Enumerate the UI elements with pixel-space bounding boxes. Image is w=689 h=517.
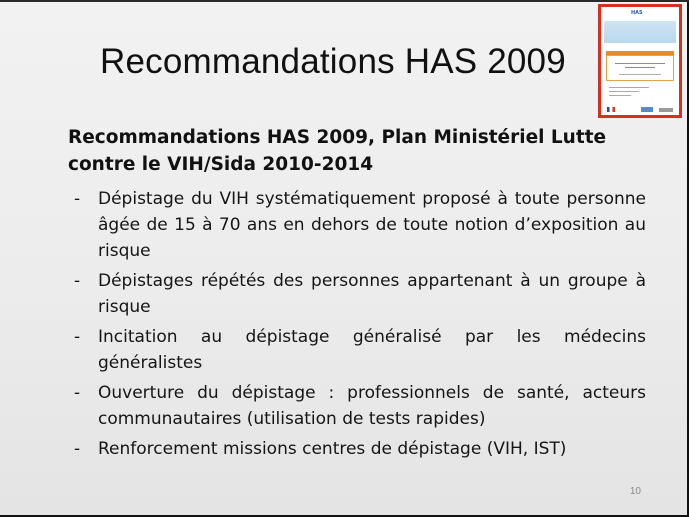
- document-cover-thumbnail-image: [598, 4, 682, 118]
- bullet-item: [72, 324, 646, 376]
- bullet-dash: -: [74, 271, 81, 291]
- bullet-dash: -: [74, 439, 81, 459]
- france-flag-icon: [607, 107, 615, 112]
- partner-logo-icon: [641, 107, 653, 112]
- bullet-text: Dépistages répétés des personnes appartenant à un groupe à risque: [98, 271, 646, 317]
- bullet-dash: -: [74, 189, 81, 209]
- bullet-item: [72, 186, 646, 264]
- subheading-line-1: Recommandations HAS 2009, Plan Ministériel Lutte: [68, 127, 607, 148]
- partner-logo-2-icon: [659, 108, 673, 112]
- cover-title-box: [606, 55, 674, 81]
- slide-top-border: [0, 0, 689, 2]
- slide-title: Recommandations HAS 2009: [100, 42, 566, 81]
- bullet-item: [72, 436, 646, 462]
- slide-subheading: [68, 124, 658, 178]
- bullet-text: Ouverture du dépistage : professionnels de santé, acteurs communautaires (utilisation de tests rapides): [98, 383, 646, 429]
- bullet-item: [72, 268, 646, 320]
- bullet-list: [72, 186, 646, 466]
- cover-header-band: [604, 21, 676, 43]
- page-number: 10: [629, 486, 641, 497]
- subheading-line-2: contre le VIH/Sida 2010-2014: [68, 154, 374, 175]
- bullet-dash: -: [74, 383, 81, 403]
- bullet-dash: -: [74, 327, 81, 347]
- bullet-item: [72, 380, 646, 432]
- bullet-text: Renforcement missions centres de dépistage (VIH, IST): [98, 439, 567, 459]
- has-logo: HAS: [631, 10, 643, 16]
- bullet-text: Incitation au dépistage généralisé par les médecins généralistes: [98, 327, 646, 373]
- bullet-text: Dépistage du VIH systématiquement proposé à toute personne âgée de 15 à 70 ans en dehors de toute notion d’exposition au risque: [98, 189, 646, 261]
